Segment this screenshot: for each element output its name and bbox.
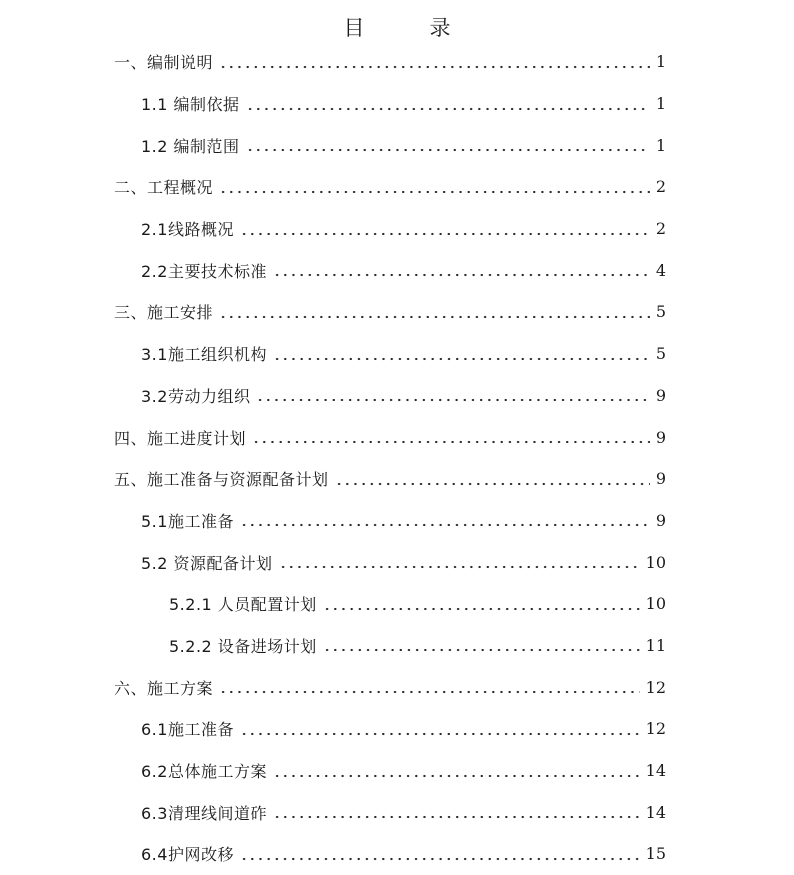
dot-leader [273, 262, 650, 278]
dot-leader [219, 54, 650, 70]
dot-leader [273, 346, 650, 362]
toc-entry-label: 6.2总体施工方案 [141, 762, 267, 782]
toc-page-number: 9 [655, 469, 666, 489]
toc-title: 目 录 [343, 16, 473, 40]
toc-entry[interactable] [0, 583, 794, 625]
toc-page-number: 10 [645, 552, 666, 572]
toc-page-number: 9 [655, 510, 666, 530]
dot-leader [273, 763, 640, 779]
toc-entry[interactable] [0, 291, 794, 333]
dot-leader [335, 471, 650, 487]
dot-leader [240, 512, 650, 528]
dot-leader [323, 596, 640, 612]
dot-leader [240, 221, 650, 237]
toc-entry-label: 6.1施工准备 [141, 720, 234, 740]
toc-entry[interactable] [0, 625, 794, 667]
toc-entry[interactable] [0, 541, 794, 583]
dot-leader [240, 721, 640, 737]
table-of-contents [0, 41, 794, 875]
toc-entry[interactable] [0, 124, 794, 166]
dot-leader [273, 804, 640, 820]
toc-page-number: 2 [655, 177, 666, 197]
toc-entry-label: 四、施工进度计划 [114, 428, 247, 448]
toc-entry[interactable] [0, 500, 794, 542]
dot-leader [323, 637, 640, 653]
toc-entry[interactable] [0, 333, 794, 375]
toc-entry[interactable] [0, 41, 794, 83]
toc-entry-label: 六、施工方案 [114, 678, 214, 698]
dot-leader [219, 679, 640, 695]
toc-page-number: 15 [645, 844, 666, 864]
toc-page-number: 12 [645, 719, 666, 739]
dot-leader [246, 96, 650, 112]
toc-entry[interactable] [0, 833, 794, 875]
toc-entry[interactable] [0, 708, 794, 750]
toc-entry-label: 5.2.1 人员配置计划 [169, 595, 317, 615]
dot-leader [256, 387, 649, 403]
toc-entry-label: 一、编制说明 [114, 53, 214, 73]
toc-entry-label: 2.1线路概况 [141, 220, 234, 240]
toc-page-number: 9 [655, 427, 666, 447]
dot-leader [246, 137, 650, 153]
toc-entry-label: 2.2主要技术标准 [141, 261, 267, 281]
toc-page-number: 5 [655, 302, 666, 322]
toc-page-number: 14 [645, 802, 666, 822]
dot-leader [279, 554, 640, 570]
dot-leader [219, 304, 650, 320]
toc-entry[interactable] [0, 208, 794, 250]
toc-page-number: 1 [655, 135, 666, 155]
toc-page-number: 1 [655, 94, 666, 114]
toc-page-number: 2 [655, 219, 666, 239]
toc-entry[interactable] [0, 83, 794, 125]
toc-entry-label: 6.3清理线间道砟 [141, 803, 267, 823]
toc-page-number: 1 [655, 52, 666, 72]
toc-entry[interactable] [0, 750, 794, 792]
toc-entry[interactable] [0, 166, 794, 208]
toc-entry-label: 二、工程概况 [114, 178, 214, 198]
toc-entry-label: 5.2.2 设备进场计划 [169, 636, 317, 656]
dot-leader [240, 846, 640, 862]
toc-entry-label: 1.1 编制依据 [141, 95, 240, 115]
toc-page-number: 11 [645, 635, 666, 655]
toc-entry[interactable] [0, 375, 794, 417]
toc-entry[interactable] [0, 458, 794, 500]
toc-page-number: 5 [655, 344, 666, 364]
toc-page-number: 10 [645, 594, 666, 614]
toc-entry-label: 3.1施工组织机构 [141, 345, 267, 365]
dot-leader [252, 429, 650, 445]
toc-entry[interactable] [0, 249, 794, 291]
toc-entry-label: 三、施工安排 [114, 303, 214, 323]
toc-entry-label: 6.4护网改移 [141, 845, 234, 865]
toc-page-number: 14 [645, 761, 666, 781]
toc-entry[interactable] [0, 416, 794, 458]
toc-entry-label: 5.1施工准备 [141, 511, 234, 531]
dot-leader [219, 179, 650, 195]
toc-entry-label: 五、施工准备与资源配备计划 [114, 470, 329, 490]
toc-entry[interactable] [0, 666, 794, 708]
toc-entry[interactable] [0, 791, 794, 833]
toc-page-number: 12 [645, 677, 666, 697]
toc-entry-label: 3.2劳动力组织 [141, 386, 251, 406]
toc-entry-label: 5.2 资源配备计划 [141, 553, 273, 573]
toc-entry-label: 1.2 编制范围 [141, 136, 240, 156]
toc-page-number: 9 [655, 385, 666, 405]
toc-page-number: 4 [655, 260, 666, 280]
